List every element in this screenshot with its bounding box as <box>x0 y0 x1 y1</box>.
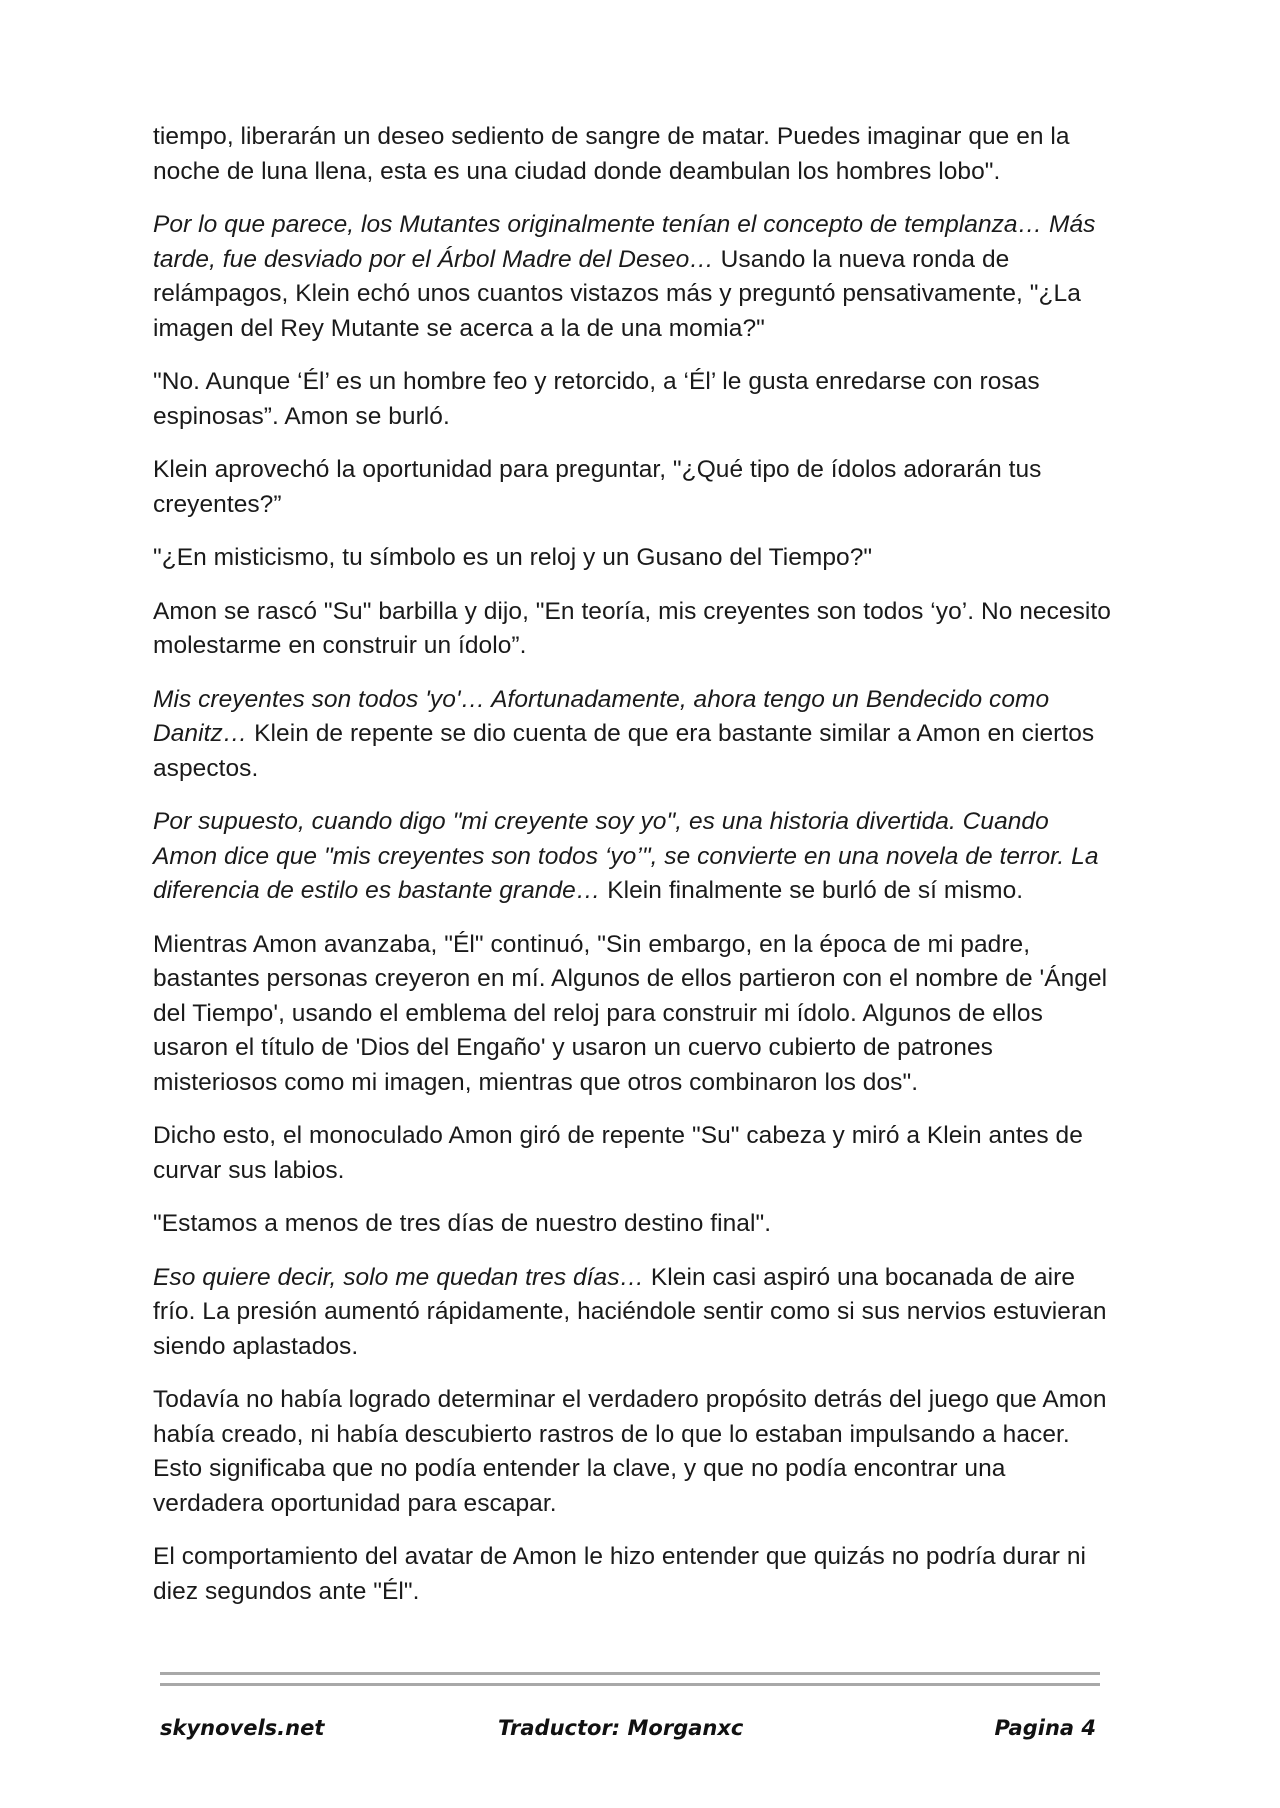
page-body <box>153 120 1113 1628</box>
text-run: Klein finalmente se burló de sí mismo. <box>600 877 1024 904</box>
footer-rules <box>160 1672 1100 1694</box>
footer-site: skynovels.net <box>160 1716 325 1740</box>
paragraph <box>153 1119 1113 1188</box>
italic-thought: Mis creyentes son todos 'yo'… Afortunadamente, ahora tengo un Bendecido como Danitz… <box>153 685 1050 747</box>
paragraph <box>153 1207 1113 1242</box>
paragraph <box>153 120 1113 189</box>
text-run: "No. Aunque ‘Él’ es un hombre feo y retorcido, a ‘Él’ le gusta enredarse con rosas espinosas”. Amon se burló. <box>153 368 1040 430</box>
paragraph <box>153 1383 1113 1521</box>
footer-page-number: Pagina 4 <box>994 1716 1096 1740</box>
footer-divider-top <box>160 1672 1100 1675</box>
text-run: Klein aprovechó la oportunidad para preguntar, "¿Qué tipo de ídolos adorarán tus creyentes?” <box>153 456 1042 518</box>
text-run: El comportamiento del avatar de Amon le hizo entender que quizás no podría durar ni diez segundos ante "Él". <box>153 1543 1086 1605</box>
paragraph <box>153 365 1113 434</box>
footer-divider-bottom <box>160 1683 1100 1686</box>
page-footer <box>160 1716 1100 1750</box>
footer-translator: Traductor: Morganxc <box>498 1716 744 1740</box>
paragraph <box>153 1540 1113 1609</box>
paragraph <box>153 805 1113 909</box>
paragraph <box>153 208 1113 346</box>
italic-thought: Eso quiere decir, solo me quedan tres días… <box>153 1263 645 1291</box>
text-run: "¿En misticismo, tu símbolo es un reloj y un Gusano del Tiempo?" <box>153 544 873 571</box>
italic-thought: Por lo que parece, los Mutantes originalmente tenían el concepto de templanza… Más tarde, fue desviado por el Árbol Madre del Deseo… <box>153 211 1096 273</box>
text-run: Mientras Amon avanzaba, "Él" continuó, "Sin embargo, en la época de mi padre, bastantes personas creyeron en mí. Algunos de ellos partieron con el nombre de 'Ángel del Tiempo', usando el emblema del reloj para construir mi ídolo. Algunos de ellos usaron el título de 'Dios del Engaño' y usaron un cuervo cubierto de patrones misteriosos como mi imagen, mientras que otros combinaron los dos". <box>153 930 1108 1096</box>
text-run: Amon se rascó "Su" barbilla y dijo, "En teoría, mis creyentes son todos ‘yo’. No necesito molestarme en construir un ídolo”. <box>153 597 1111 659</box>
italic-thought: Por supuesto, cuando digo "mi creyente soy yo", es una historia divertida. Cuando Amon dice que "mis creyentes son todos ‘yo’", se convierte en una novela de terror. La diferencia de estilo es bastante grande… <box>153 808 1099 904</box>
paragraph <box>153 683 1113 787</box>
paragraph <box>153 928 1113 1101</box>
text-run: Klein casi aspiró una bocanada de aire frío. La presión aumentó rápidamente, haciéndole sentir como si sus nervios estuvieran siendo aplastados. <box>153 1263 1107 1360</box>
text-run: Klein de repente se dio cuenta de que era bastante similar a Amon en ciertos aspectos. <box>153 720 1095 782</box>
paragraph <box>153 453 1113 522</box>
paragraph <box>153 541 1113 576</box>
paragraph <box>153 595 1113 664</box>
text-run: tiempo, liberarán un deseo sediento de sangre de matar. Puedes imaginar que en la noche de luna llena, esta es una ciudad donde deambulan los hombres lobo". <box>153 123 1070 185</box>
paragraph <box>153 1261 1113 1365</box>
text-run: Usando la nueva ronda de relámpagos, Klein echó unos cuantos vistazos más y preguntó pensativamente, "¿La imagen del Rey Mutante se acerca a la de una momia?" <box>153 245 1081 342</box>
text-run: Dicho esto, el monoculado Amon giró de repente "Su" cabeza y miró a Klein antes de curvar sus labios. <box>153 1122 1083 1184</box>
text-run: Todavía no había logrado determinar el verdadero propósito detrás del juego que Amon había creado, ni había descubierto rastros de lo que lo estaban impulsando a hacer. Esto significaba que no podía entender la clave, y que no podía encontrar una verdadera oportunidad para escapar. <box>153 1386 1107 1517</box>
text-run: "Estamos a menos de tres días de nuestro destino final". <box>153 1210 772 1237</box>
